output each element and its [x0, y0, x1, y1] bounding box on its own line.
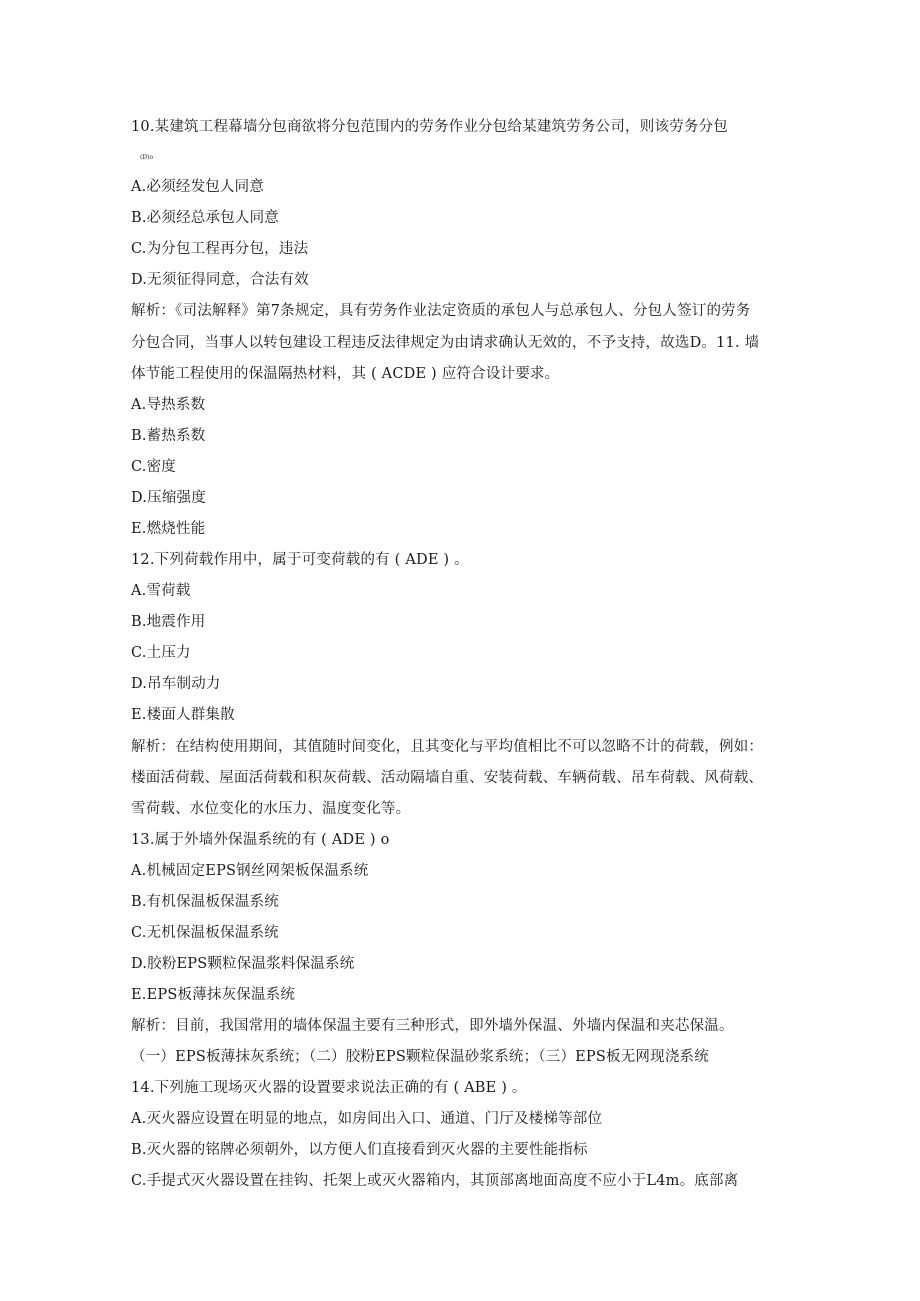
question-13-stem: 13.属于外墙外保温系统的有 ( ADE ) o — [131, 832, 390, 848]
option-c: C.密度 — [131, 459, 176, 475]
option-d: D.无须征得同意，合法有效 — [131, 272, 309, 288]
option-c: C.无机保温板保温系统 — [131, 925, 279, 941]
option-b: B.地震作用 — [131, 614, 206, 630]
explanation-line: 雪荷载、水位变化的水压力、温度变化等。 — [131, 801, 411, 817]
option-a: A.导热系数 — [131, 397, 206, 413]
option-a: A.灭火器应设置在明显的地点，如房间出入口、通道、门厅及楼梯等部位 — [131, 1111, 603, 1127]
question-10-stem: 10.某建筑工程幕墙分包商欲将分包范围内的劳务作业分包给某建筑劳务公司，则该劳务分包 — [131, 119, 728, 135]
explanation-line: （一）EPS板薄抹灰系统；（二）胶粉EPS颗粒保温砂浆系统；（三）EPS板无网现浇系统 — [131, 1049, 709, 1065]
option-b: B.必须经总承包人同意 — [131, 210, 279, 226]
option-d: D.压缩强度 — [131, 490, 206, 506]
option-c: C.土压力 — [131, 645, 191, 661]
option-a: A.必须经发包人同意 — [131, 179, 265, 195]
option-b: B.蓄热系数 — [131, 428, 206, 444]
option-a: A.机械固定EPS钢丝网架板保温系统 — [131, 863, 369, 879]
option-e: E.EPS板薄抹灰保温系统 — [131, 987, 296, 1003]
option-e: E.燃烧性能 — [131, 521, 206, 537]
explanation-line: 解析：在结构使用期间，其值随时间变化，且其变化与平均值相比不可以忽略不计的荷载，例如： — [131, 739, 764, 755]
explanation-line: 楼面活荷载、屋面活荷载和积灰荷载、活动隔墙自重、安装荷载、车辆荷载、吊车荷载、风荷载、 — [131, 770, 764, 786]
explanation-line: 解析：目前，我国常用的墙体保温主要有三种形式，即外墙外保温、外墙内保温和夹芯保温。 — [131, 1018, 734, 1034]
question-12-stem: 12.下列荷载作用中，属于可变荷载的有 ( ADE ) 。 — [131, 552, 469, 568]
option-e: E.楼面人群集散 — [131, 707, 235, 723]
option-b: B.灭火器的铭牌必须朝外，以方便人们直接看到灭火器的主要性能指标 — [131, 1142, 588, 1158]
question-14-stem: 14.下列施工现场灭火器的设置要求说法正确的有 ( ABE ) 。 — [131, 1080, 527, 1096]
option-d: D.胶粉EPS颗粒保温浆料保温系统 — [131, 956, 355, 972]
question-10-answer-note: (D)o — [140, 154, 154, 161]
option-a: A.雪荷载 — [131, 583, 191, 599]
option-b: B.有机保温板保温系统 — [131, 894, 279, 910]
explanation-line: 解析：《司法解释》第7条规定，具有劳务作业法定资质的承包人与总承包人、分包人签订的劳务 — [131, 303, 751, 319]
explanation-line: 分包合同，当事人以转包建设工程违反法律规定为由请求确认无效的，不予支持，故选D。11. 墙 — [131, 335, 760, 351]
option-d: D.吊车制动力 — [131, 676, 221, 692]
option-c: C.为分包工程再分包，违法 — [131, 241, 309, 257]
option-c: C.手提式灭火器设置在挂钩、托架上或灭火器箱内，其顶部离地面高度不应小于L4m。底部离 — [131, 1173, 739, 1189]
question-11-stem: 体节能工程使用的保温隔热材料，其 ( ACDE ) 应符合设计要求。 — [131, 366, 560, 382]
